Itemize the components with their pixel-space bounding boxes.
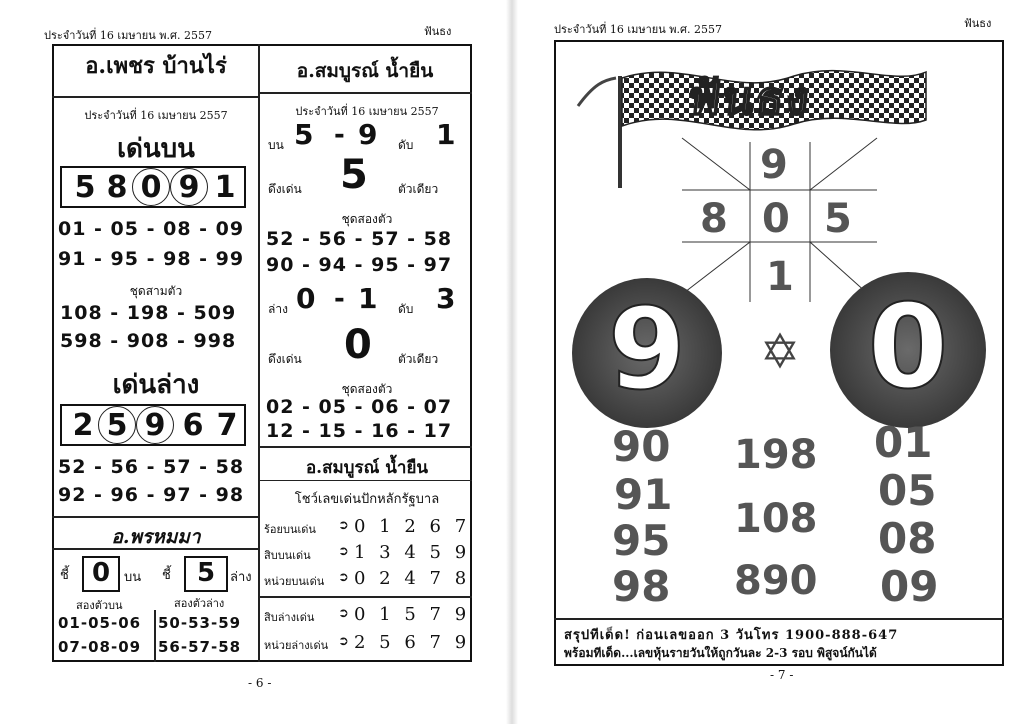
middle-col-number: 198 (734, 432, 818, 478)
col2-top-label: บน (268, 138, 284, 152)
col2-top-dab: ดับ (398, 138, 414, 152)
gov-subtitle: โชว์เลขเด่นปักหลักรัฐบาล (294, 492, 440, 507)
col2-top-pair-row: 52 - 56 - 57 - 58 (266, 228, 453, 250)
gov-row-digits: 2 5 6 7 9 (354, 632, 471, 653)
footer-line-2: พร้อมทีเด็ด...เลขหุ้นรายวันให้ถูกวันละ 2-3 รอบ พิสูจน์กันได้ (564, 646, 877, 660)
footer-line-1: สรุปทีเด็ด! ก่อนเลขออก 3 วันโทร 1900-888-647 (564, 628, 899, 643)
left-col-number: 90 (612, 422, 671, 471)
bottom-set-row: 50-53-59 (158, 614, 242, 632)
bottom-two-digit-row: 92 - 96 - 97 - 98 (58, 484, 245, 506)
gov-row-label: หน่วยบนเด่น (264, 575, 325, 588)
col2-title: อ.สมบูรณ์ น้ำยืน (296, 60, 434, 82)
bottom-digit: 5 (106, 408, 128, 443)
logo-text: ฟันธง (685, 71, 814, 125)
grid-top: 9 (760, 142, 788, 188)
arrow-icon: ➲ (338, 518, 349, 533)
grid-bottom: 1 (766, 254, 794, 300)
big-right-digit: 0 (867, 280, 949, 415)
bottom-sub-label: สองตัวล่าง (174, 597, 225, 610)
big-left-digit: 9 (608, 285, 686, 415)
three-digit-row: 598 - 908 - 998 (60, 330, 237, 352)
left-header-brand: ฟันธง (424, 25, 452, 38)
left-header-date: ประจำวันที่ 16 เมษายน พ.ศ. 2557 (44, 29, 212, 42)
grid-right: 5 (824, 196, 852, 242)
col2-pair-heading-2: ชุดสองตัว (341, 382, 393, 396)
top-two-digit-row: 91 - 95 - 98 - 99 (58, 248, 245, 270)
col2-bottom-pair-row: 12 - 15 - 16 - 17 (266, 420, 453, 442)
bottom-digit: 6 (182, 408, 204, 443)
gov-row-label: สิบล่างเด่น (264, 611, 315, 624)
col2-bottom-label: ล่าง (268, 302, 288, 316)
gov-row-digits: 0 1 2 6 7 (354, 516, 471, 537)
left-page: ประจำวันที่ 16 เมษายน พ.ศ. 2557 ฟันธง อ.เพชร บ้านไร่ ประจำวันที่ 16 เมษายน 2557 เด่นบน 5 8 0 9 1 01 - 05 - 08 - 09 91 - 95 - 98 - 99 ชุดสามตัว 108 - 198 - 509 598 - 908 - 998 เด่นล่าง 2 5 9 6 7 52 - 56 - 57 - 58 92 - 96 - 97 - 98 อ.พรหมมา ชี้ 0 บน ชี้ 5 ล่าง สองตัวบน สองตัวล่าง 01-05-06 07-08-09 50-53-59 56-57-58 อ.สมบูรณ์ น้ำยืน ประจำวันที่ 16 เมษายน 2557 บน 5 - 9 ดับ 1 ดึงเด่น 5 ตัวเดียว ชุดสองตัว 52 - 56 - 57 - 58 90 - 94 - 95 - 97 ล่าง 0 - 1 ดับ 3 ดึงเด่น 0 ตัวเดียว ชุดสองตัว 02 - 05 - 06 - 07 12 - 15 - 16 - 17 อ.สมบูรณ์ น้ำยืน โชว์เลขเด่นปักหลักรัฐบาล ร้อยบนเด่น ➲ 0 1 2 6 7 สิบบนเด่น ➲ 1 3 4 5 9 หน่วยบนเด่น ➲ 0 2 4 7 8 สิบล่างเด่น ➲ 0 1 5 7 9 หน่วยล่างเด่น ➲ 2 5 6 7 9 - 6 - (0, 0, 512, 724)
prommama-bottom-digit: 5 (196, 558, 216, 588)
prommama-top-digit: 0 (91, 558, 111, 588)
prommama-title: อ.พรหมมา (111, 526, 201, 548)
star-of-david-icon: ✡ (759, 324, 801, 380)
col2-bottom-dab: ดับ (398, 302, 414, 316)
col2-bottom-b: 1 (358, 282, 378, 315)
top-set-row: 01-05-06 (58, 614, 142, 632)
col2-single-suffix: ตัวเดียว (398, 182, 439, 196)
col1-title-rule (52, 96, 260, 98)
right-page-number: - 7 - (770, 668, 794, 682)
col1-title: อ.เพชร บ้านไร่ (85, 53, 227, 79)
top-sub-label: สองตัวบน (76, 599, 123, 612)
three-digit-row: 108 - 198 - 509 (60, 302, 237, 324)
gov-row-label: ร้อยบนเด่น (264, 523, 316, 536)
col2-bottom-dab-value: 3 (436, 282, 456, 315)
col2-top-a: 5 (294, 118, 314, 151)
footer-rule (554, 618, 1004, 620)
gov-title: อ.สมบูรณ์ น้ำยืน (305, 458, 429, 478)
col2-top-b: 9 (358, 118, 378, 151)
bottom-set-row: 56-57-58 (158, 638, 242, 656)
left-col-number: 95 (612, 516, 671, 565)
bottom-digit: 9 (144, 408, 166, 443)
left-col-number: 98 (612, 562, 671, 611)
gov-row-label: หน่วยล่างเด่น (264, 639, 329, 652)
left-page-number: - 6 - (248, 676, 272, 690)
col1-top-heading: เด่นบน (117, 134, 195, 164)
gov-row-digits: 0 2 4 7 8 (354, 568, 471, 589)
top-label: บน (124, 570, 142, 585)
right-header-date: ประจำวันที่ 16 เมษายน พ.ศ. 2557 (554, 23, 722, 36)
top-digit: 1 (214, 170, 236, 205)
column-divider (258, 44, 260, 662)
bottom-digit: 2 (72, 408, 94, 443)
col2-bottom-a: 0 (296, 282, 316, 315)
col2-bottom-single-suffix: ตัวเดียว (398, 352, 439, 366)
prommama-divider (154, 610, 156, 662)
right-col-number: 01 (874, 418, 933, 467)
grid-left: 8 (700, 196, 728, 242)
top-digit: 9 (178, 170, 200, 205)
left-col-number: 91 (614, 470, 673, 519)
col2-title-rule (260, 92, 472, 94)
col1-bottom-heading: เด่นล่าง (112, 370, 200, 400)
gov-title-rule (260, 480, 472, 481)
gov-rule-top (260, 446, 472, 448)
point-label: ชี้ (162, 568, 171, 583)
middle-col-number: 890 (734, 558, 818, 604)
bottom-label: ล่าง (230, 570, 252, 585)
arrow-icon: ➲ (338, 634, 349, 649)
gov-row-digits: 1 3 4 5 9 (354, 542, 471, 563)
col2-bottom-single: 0 (344, 322, 372, 368)
col2-date: ประจำวันที่ 16 เมษายน 2557 (295, 105, 439, 118)
top-digit: 8 (106, 170, 128, 205)
book-spine (506, 0, 518, 724)
col2-top-single-label: ดึงเด่น (268, 182, 302, 196)
col1-date: ประจำวันที่ 16 เมษายน 2557 (84, 109, 228, 122)
bottom-digit: 7 (216, 408, 238, 443)
top-digit: 0 (140, 170, 162, 205)
right-col-number: 05 (878, 466, 937, 515)
point-label: ชี้ (60, 568, 69, 583)
bottom-two-digit-row: 52 - 56 - 57 - 58 (58, 456, 245, 478)
col2-top-dab-value: 1 (436, 118, 456, 151)
right-header-brand: ฟันธง (964, 17, 992, 30)
grid-center: 0 (762, 196, 790, 242)
right-col-number: 09 (880, 562, 939, 611)
prommama-rule-mid (52, 548, 260, 550)
three-digit-heading: ชุดสามตัว (129, 284, 183, 298)
prommama-rule-top (52, 516, 260, 518)
gov-rule-mid (260, 596, 472, 598)
top-set-row: 07-08-09 (58, 638, 142, 656)
col2-top-single: 5 (340, 152, 368, 198)
col2-bottom-single-label: ดึงเด่น (268, 352, 302, 366)
right-page (512, 0, 1024, 724)
col2-bottom-pair-row: 02 - 05 - 06 - 07 (266, 396, 453, 418)
top-two-digit-row: 01 - 05 - 08 - 09 (58, 218, 245, 240)
col2-top-pair-row: 90 - 94 - 95 - 97 (266, 254, 453, 276)
arrow-icon: ➲ (338, 606, 349, 621)
arrow-icon: ➲ (338, 570, 349, 585)
right-col-number: 08 (878, 514, 937, 563)
col2-pair-heading: ชุดสองตัว (341, 212, 393, 226)
arrow-icon: ➲ (338, 544, 349, 559)
middle-col-number: 108 (734, 496, 818, 542)
gov-row-digits: 0 1 5 7 9 (354, 604, 471, 625)
top-digit: 5 (74, 170, 96, 205)
gov-row-label: สิบบนเด่น (264, 549, 311, 562)
